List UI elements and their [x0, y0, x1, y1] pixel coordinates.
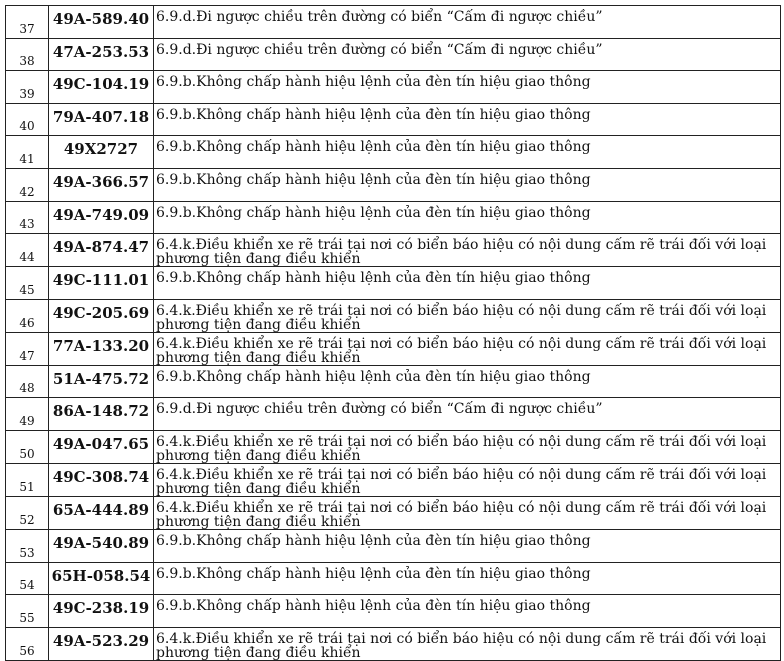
violation-description: 6.9.b.Không chấp hành hiệu lệnh của đèn tín hiệu giao thông	[156, 74, 591, 91]
license-plate: 49C-104.19	[49, 71, 154, 104]
violation-description: 6.4.k.Điều khiển xe rẽ trái tại nơi có biển báo hiệu có nội dung cấm rẽ trái đối với loại phương tiện đang điều khiển	[156, 237, 767, 267]
violation-description: 6.9.b.Không chấp hành hiệu lệnh của đèn tín hiệu giao thông	[156, 171, 591, 188]
license-plate: 49A-540.89	[49, 529, 154, 562]
violation-description: 6.4.k.Điều khiển xe rẽ trái tại nơi có biển báo hiệu có nội dung cấm rẽ trái đối với loại phương tiện đang điều khiển	[156, 302, 767, 333]
violation-description: 6.9.b.Không chấp hành hiệu lệnh của đèn tín hiệu giao thông	[156, 204, 591, 221]
table-row	[6, 595, 781, 628]
violation-description: 6.4.k.Điều khiển xe rẽ trái tại nơi có biển báo hiệu có nội dung cấm rẽ trái đối với loại phương tiện đang điều khiển	[156, 335, 767, 366]
violation-cell	[154, 6, 781, 39]
license-plate: 49A-589.40	[49, 6, 154, 39]
license-plate: 49C-205.69	[49, 299, 154, 332]
violation-cell	[154, 398, 781, 431]
table-row	[6, 529, 781, 562]
row-number: 56	[6, 627, 49, 660]
violation-cell	[154, 168, 781, 201]
row-number: 43	[6, 201, 49, 234]
table-row	[6, 267, 781, 300]
row-number: 47	[6, 332, 49, 365]
row-number: 53	[6, 529, 49, 562]
row-number: 37	[6, 6, 49, 39]
license-plate: 49C-308.74	[49, 463, 154, 496]
license-plate: 49A-366.57	[49, 168, 154, 201]
license-plate: 79A-407.18	[49, 103, 154, 136]
violations-table	[5, 5, 781, 661]
table-row	[6, 6, 781, 39]
violation-cell	[154, 332, 781, 365]
row-number: 50	[6, 430, 49, 463]
violation-cell	[154, 365, 781, 398]
violation-cell	[154, 201, 781, 234]
row-number: 52	[6, 496, 49, 529]
table-row	[6, 234, 781, 267]
table-row	[6, 496, 781, 529]
table-row	[6, 201, 781, 234]
table-row	[6, 430, 781, 463]
violation-description: 6.9.b.Không chấp hành hiệu lệnh của đèn tín hiệu giao thông	[156, 598, 591, 615]
row-number: 49	[6, 398, 49, 431]
row-number: 46	[6, 299, 49, 332]
license-plate: 49A-749.09	[49, 201, 154, 234]
row-number: 39	[6, 71, 49, 104]
violation-description: 6.9.d.Đi ngược chiều trên đường có biển “Cấm đi ngược chiều”	[156, 401, 603, 418]
row-number: 55	[6, 595, 49, 628]
row-number: 41	[6, 136, 49, 169]
violation-cell	[154, 430, 781, 463]
violation-description: 6.9.b.Không chấp hành hiệu lệnh của đèn tín hiệu giao thông	[156, 565, 591, 582]
table-row	[6, 71, 781, 104]
license-plate: 49A-874.47	[49, 234, 154, 267]
row-number: 44	[6, 234, 49, 267]
violation-cell	[154, 463, 781, 496]
violation-cell	[154, 562, 781, 595]
table-row	[6, 365, 781, 398]
table-row	[6, 562, 781, 595]
license-plate: 47A-253.53	[49, 38, 154, 71]
violation-description: 6.9.b.Không chấp hành hiệu lệnh của đèn tín hiệu giao thông	[156, 139, 591, 156]
violation-cell	[154, 267, 781, 300]
violation-description: 6.9.d.Đi ngược chiều trên đường có biển “Cấm đi ngược chiều”	[156, 9, 603, 25]
table-row	[6, 299, 781, 332]
violation-description: 6.4.k.Điều khiển xe rẽ trái tại nơi có biển báo hiệu có nội dung cấm rẽ trái đối với loại phương tiện đang điều khiển	[156, 499, 767, 530]
violation-cell	[154, 38, 781, 71]
license-plate: 65A-444.89	[49, 496, 154, 529]
row-number: 51	[6, 463, 49, 496]
row-number: 38	[6, 38, 49, 71]
row-number: 48	[6, 365, 49, 398]
license-plate: 49C-238.19	[49, 595, 154, 628]
violation-cell	[154, 234, 781, 267]
table-row	[6, 463, 781, 496]
license-plate: 77A-133.20	[49, 332, 154, 365]
table-row	[6, 168, 781, 201]
table-row	[6, 38, 781, 71]
violation-description: 6.9.b.Không chấp hành hiệu lệnh của đèn tín hiệu giao thông	[156, 532, 591, 549]
violation-description: 6.4.k.Điều khiển xe rẽ trái tại nơi có biển báo hiệu có nội dung cấm rẽ trái đối với loại phương tiện đang điều khiển	[156, 630, 767, 661]
violation-description: 6.4.k.Điều khiển xe rẽ trái tại nơi có biển báo hiệu có nội dung cấm rẽ trái đối với loại phương tiện đang điều khiển	[156, 466, 767, 497]
table-row	[6, 398, 781, 431]
row-number: 45	[6, 267, 49, 300]
table-row	[6, 332, 781, 365]
license-plate: 86A-148.72	[49, 398, 154, 431]
license-plate: 49A-047.65	[49, 430, 154, 463]
license-plate: 49C-111.01	[49, 267, 154, 300]
violation-cell	[154, 103, 781, 136]
violation-description: 6.9.d.Đi ngược chiều trên đường có biển “Cấm đi ngược chiều”	[156, 41, 603, 58]
license-plate: 49X2727	[49, 136, 154, 169]
row-number: 40	[6, 103, 49, 136]
violations-table-body	[6, 6, 781, 661]
violation-description: 6.4.k.Điều khiển xe rẽ trái tại nơi có biển báo hiệu có nội dung cấm rẽ trái đối với loại phương tiện đang điều khiển	[156, 433, 767, 464]
row-number: 54	[6, 562, 49, 595]
license-plate: 51A-475.72	[49, 365, 154, 398]
license-plate: 49A-523.29	[49, 627, 154, 660]
violation-description: 6.9.b.Không chấp hành hiệu lệnh của đèn tín hiệu giao thông	[156, 368, 591, 385]
table-row	[6, 136, 781, 169]
row-number: 42	[6, 168, 49, 201]
violation-cell	[154, 595, 781, 628]
violation-cell	[154, 529, 781, 562]
violation-cell	[154, 136, 781, 169]
violation-description: 6.9.b.Không chấp hành hiệu lệnh của đèn tín hiệu giao thông	[156, 106, 591, 123]
violation-cell	[154, 71, 781, 104]
violation-description: 6.9.b.Không chấp hành hiệu lệnh của đèn tín hiệu giao thông	[156, 270, 591, 287]
violation-cell	[154, 496, 781, 529]
table-row	[6, 103, 781, 136]
license-plate: 65H-058.54	[49, 562, 154, 595]
table-row	[6, 627, 781, 660]
violation-cell	[154, 299, 781, 332]
violation-cell	[154, 627, 781, 660]
